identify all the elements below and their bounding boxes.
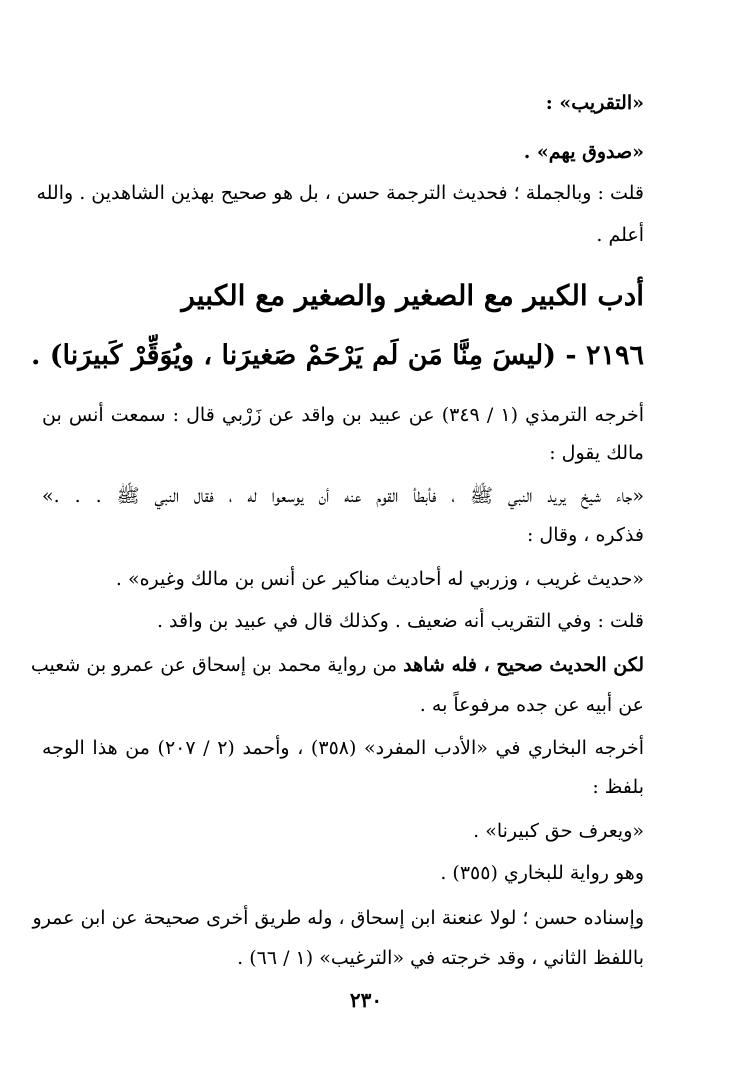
emphasis-text: لكن الحديث صحيح ، فله شاهد [403, 654, 644, 676]
text-line: وإسناده حسن ؛ لولا عنعنة ابن إسحاق ، وله طريق أخرى صحيحة عن ابن عمرو [32, 907, 644, 929]
text-line: أخرجه البخاري في «الأدب المفرد» (٣٥٨) ، وأحمد (٢ / ٢٠٧) من هذا الوجه [42, 737, 644, 759]
text-line: قلت : وفي التقريب أنه ضعيف . وكذلك قال في عبيد بن واقد . [156, 610, 644, 632]
text-line: بلفظ : [592, 776, 644, 798]
text-line: «حديث غريب ، وزربي له أحاديث مناكير عن أنس بن مالك وغيره» . [115, 568, 644, 590]
text-line: «ويعرف حق كبيرنا» . [473, 820, 644, 842]
text-line: «جاء شيخ يريد النبي ﷺ ، فأبطأ القوم عنه أن يوسعوا له ، فقال النبي ﷺ . . .» [42, 485, 644, 507]
text-line: «صدوق يهم» . [523, 141, 644, 163]
text-line: وهو رواية للبخاري (٣٥٥) . [440, 862, 644, 884]
text-line [30, 652, 644, 678]
section-heading: أدب الكبير مع الصغير والصغير مع الكبير [181, 279, 644, 312]
hadith-title: ٢١٩٦ - (ليسَ مِنَّا مَن لَم يَرْحَمْ صَغيرَنا ، ويُوَقِّرْ كَبيرَنا) . [30, 340, 644, 371]
text-line: باللفظ الثاني ، وقد خرجته في «الترغيب» (١ / ٦٦) . [237, 947, 644, 969]
text-line: فذكره ، وقال : [526, 524, 644, 546]
text-line: عن أبيه عن جده مرفوعاً به . [419, 694, 644, 716]
page-number: ٢٣٠ [349, 988, 383, 1012]
text-line: قلت : وبالجملة ؛ فحديث الترجمة حسن ، بل هو صحيح بهذين الشاهدين . والله [36, 182, 644, 204]
text-line: أخرجه الترمذي (١ / ٣٤٩) عن عبيد بن واقد عن زَرْبي قال : سمعت أنس بن [42, 404, 644, 426]
text-line: مالك يقول : [549, 442, 644, 464]
text-line: «التقريب» : [545, 92, 644, 114]
text-line: أعلم . [596, 224, 644, 246]
normal-text: من رواية محمد بن إسحاق عن عمرو بن شعيب [30, 654, 404, 676]
